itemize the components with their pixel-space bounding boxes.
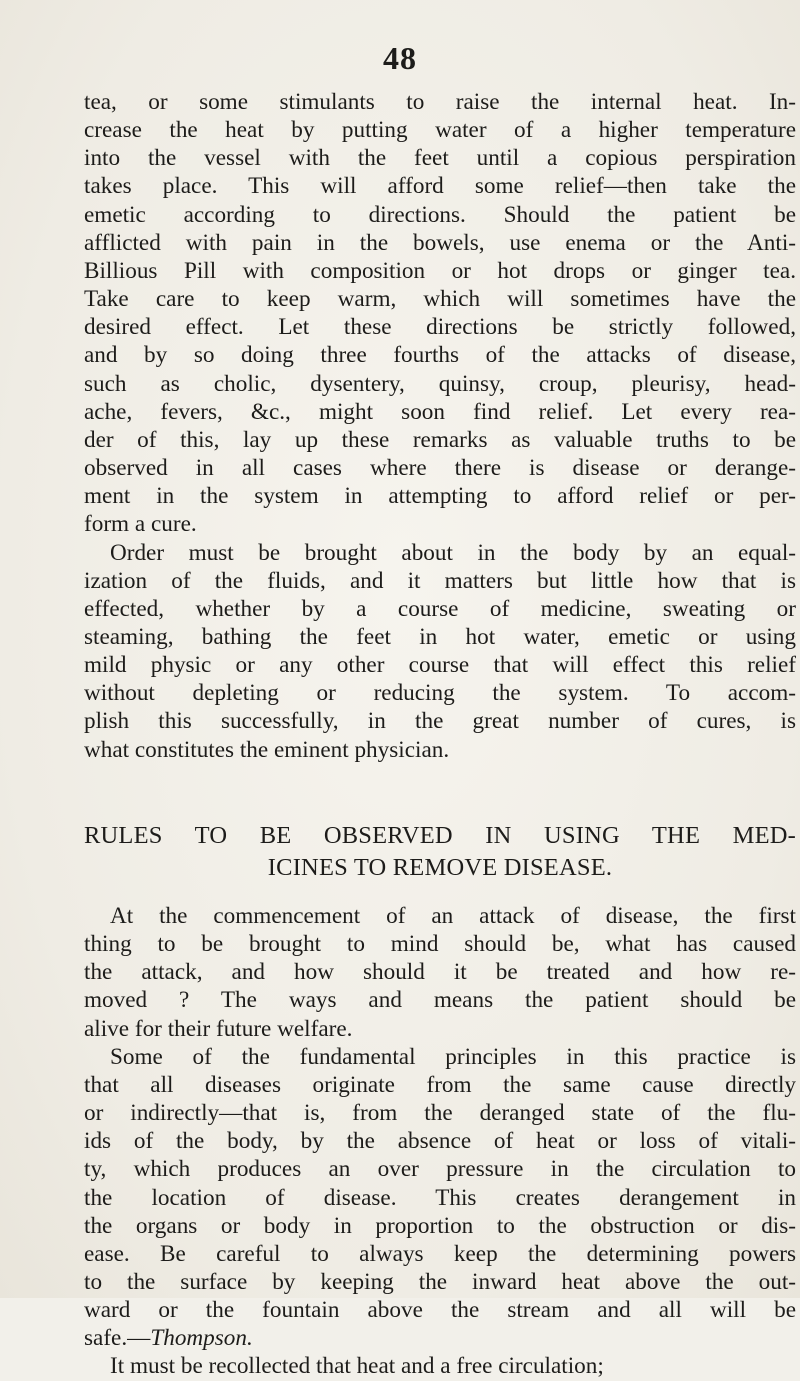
text-line: At the commencement of an attack of disease, the first bbox=[110, 903, 796, 929]
text-line: alive for their future welfare. bbox=[84, 1015, 353, 1042]
text-line: crease the heat by putting water of a higher temperature bbox=[84, 117, 796, 144]
text-line: ward or the fountain above the stream and all will be bbox=[84, 1297, 796, 1324]
text-line: and by so doing three fourths of the attacks of disease, bbox=[84, 342, 796, 369]
text-line: ids of the body, by the absence of heat or loss of vitali- bbox=[84, 1128, 796, 1155]
paragraph-3 bbox=[84, 902, 796, 1043]
text-line: ache, fevers, &c., might soon find relief. Let every rea- bbox=[84, 398, 796, 425]
text-line: or indirectly—that is, from the deranged state of the flu- bbox=[84, 1100, 796, 1127]
text-line: into the vessel with the feet until a copious perspiration bbox=[84, 145, 796, 172]
paragraph-2 bbox=[84, 539, 796, 764]
heading-line: ICINES TO REMOVE DISEASE. bbox=[267, 854, 613, 881]
text-line: such as cholic, dysentery, quinsy, croup, pleurisy, head- bbox=[84, 370, 796, 397]
text-line: der of this, lay up these remarks as valuable truths to be bbox=[84, 426, 796, 453]
text-line: ease. Be careful to always keep the determining powers bbox=[84, 1240, 796, 1267]
paragraph-1 bbox=[84, 88, 796, 539]
text-line: desired effect. Let these directions be strictly followed, bbox=[84, 314, 796, 341]
text-line: Order must be brought about in the body by an equal- bbox=[110, 539, 796, 566]
paragraph-end-text: safe.— bbox=[84, 1325, 151, 1352]
text-line: ization of the fluids, and it matters but little how that is bbox=[84, 567, 796, 594]
text-line: observed in all cases where there is disease or derange- bbox=[84, 455, 796, 482]
heading-line: RULES TO BE OBSERVED IN USING THE MED- bbox=[84, 822, 796, 849]
text-line: the organs or body in proportion to the obstruction or dis- bbox=[84, 1212, 796, 1239]
text-line: that all diseases originate from the same cause directly bbox=[84, 1071, 796, 1098]
text-line: ty, which produces an over pressure in the circulation to bbox=[84, 1156, 796, 1183]
text-line: tea, or some stimulants to raise the internal heat. In- bbox=[84, 89, 796, 115]
text-line: emetic according to directions. Should the patient be bbox=[84, 201, 796, 228]
section-heading bbox=[84, 820, 796, 884]
text-line bbox=[84, 1324, 796, 1352]
paragraph-4 bbox=[84, 1043, 796, 1381]
text-line: Billious Pill with composition or hot drops or ginger tea. bbox=[84, 257, 796, 284]
text-line: the location of disease. This creates derangement in bbox=[84, 1184, 796, 1211]
author-signature: Thompson. bbox=[150, 1325, 253, 1352]
text-line: to the surface by keeping the inward heat above the out- bbox=[84, 1269, 796, 1295]
text-line: ment in the system in attempting to afford relief or per- bbox=[84, 483, 796, 510]
text-line: plish this successfully, in the great number of cures, is bbox=[84, 708, 796, 735]
text-line: effected, whether by a course of medicine, sweating or bbox=[84, 595, 796, 622]
text-line: without depleting or reducing the system. To accom- bbox=[84, 680, 796, 707]
text-line: thing to be brought to mind should be, what has caused bbox=[84, 931, 796, 958]
text-line: mild physic or any other course that will effect this relief bbox=[84, 652, 796, 679]
text-line: the attack, and how should it be treated and how re- bbox=[84, 959, 796, 986]
text-line: moved ? The ways and means the patient should be bbox=[84, 987, 796, 1014]
text-line: form a cure. bbox=[84, 511, 197, 538]
text-line: Some of the fundamental principles in this practice is bbox=[110, 1043, 796, 1070]
text-line: It must be recollected that heat and a free circulation; bbox=[110, 1353, 604, 1380]
text-line: Take care to keep warm, which will sometimes have the bbox=[84, 286, 796, 313]
text-line: what constitutes the eminent physician. bbox=[84, 736, 450, 763]
text-line: steaming, bathing the feet in hot water, emetic or using bbox=[84, 623, 796, 650]
text-line: afflicted with pain in the bowels, use enema or the Anti- bbox=[84, 229, 796, 256]
text-line: takes place. This will afford some relief—then take the bbox=[84, 173, 796, 200]
page-number: 48 bbox=[383, 40, 417, 76]
